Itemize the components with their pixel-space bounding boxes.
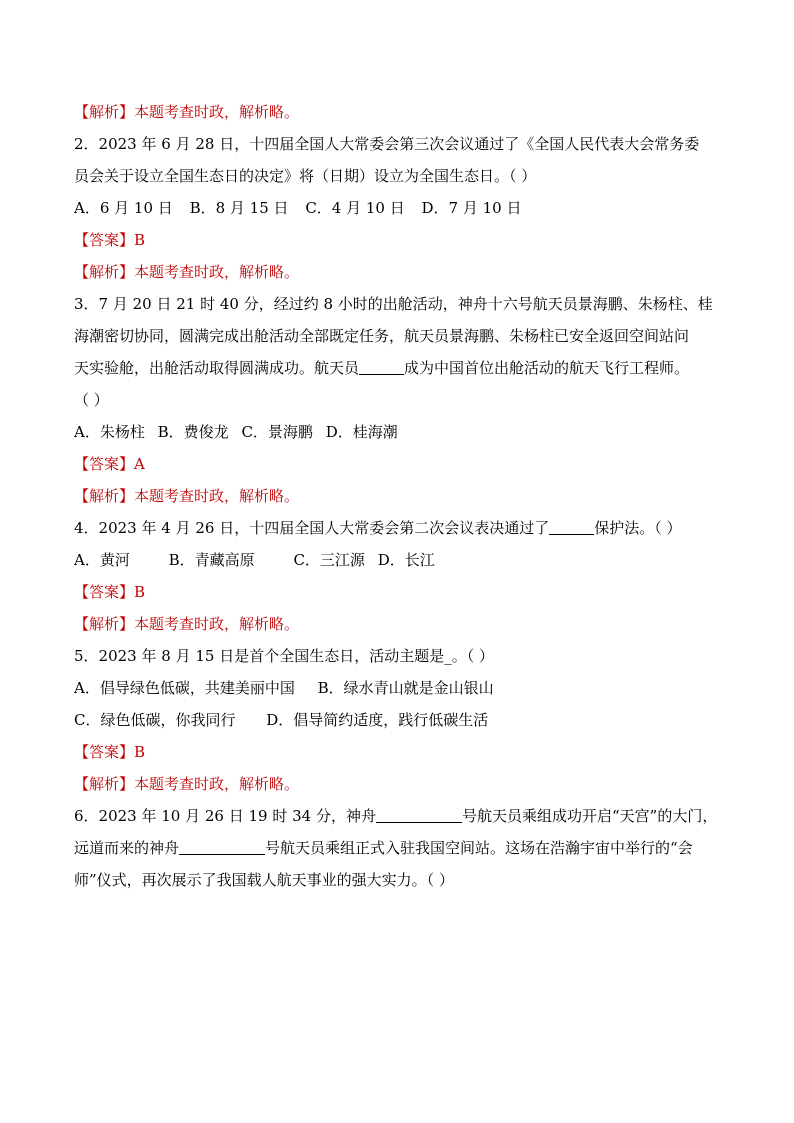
answer-value: B [134,743,146,761]
q6-stem-line-3: 师”仪式，再次展示了我国载人航天事业的强大实力。（ ） [74,871,454,889]
analysis-text: 本题考查时政，解析略。 [134,263,300,281]
analysis-label: 【解析】 [74,263,135,281]
question-list [74,96,734,896]
q4-options [74,544,734,576]
q3-stem-line-3 [74,352,734,384]
q3-options [74,416,734,448]
answer-label: 【答案】 [74,231,135,249]
q4-option-a: A．黄河 [74,551,130,569]
q3-option-d: D．桂海潮 [325,423,398,441]
q6-stem-before-blank-1: 6．2023 年 10 月 26 日 19 时 34 分，神舟 [74,807,376,825]
analysis-text: 本题考查时政，解析略。 [134,775,300,793]
q4-stem-after-blank: 保护法。（ ） [594,519,682,537]
q5-options-row-1 [74,672,734,704]
q2-analysis [74,256,734,288]
q3-blank [359,359,404,375]
q5-option-d: D．倡导简约适度，践行低碳生活 [266,711,489,729]
q3-analysis [74,480,734,512]
analysis-label: 【解析】 [74,487,135,505]
q2-answer [74,224,734,256]
answer-label: 【答案】 [74,455,135,473]
analysis-label: 【解析】 [74,775,135,793]
q6-stem-line-2 [74,832,734,864]
q2-option-d: D．7 月 10 日 [421,199,522,217]
q3-stem-line-2: 海潮密切协同，圆满完成出舱活动全部既定任务，航天员景海鹏、朱杨柱已安全返回空间站问 [74,327,690,345]
q2-option-c: C．4 月 10 日 [305,199,405,217]
q3-option-c: C．景海鹏 [241,423,313,441]
q4-stem-before-blank: 4．2023 年 4 月 26 日，十四届全国人大常委会第二次会议表决通过了 [74,519,550,537]
answer-value: B [134,231,146,249]
q3-answer [74,448,734,480]
q2-options [74,192,734,224]
q6-stem-after-blank-1: 号航天员乘组成功开启“天宫”的大门， [461,807,718,825]
q6-blank-1 [376,807,462,823]
q3-option-a: A．朱杨柱 [74,423,145,441]
q5-stem-line-1: 5．2023 年 8 月 15 日是首个全国生态日，活动主题是_。（ ） [74,647,494,665]
q2-option-b: B．8 月 15 日 [189,199,289,217]
q2-stem-line-1: 2．2023 年 6 月 28 日，十四届全国人大常委会第三次会议通过了《全国人民代表大会常务委 [74,135,700,153]
q5-options-row-2 [74,704,734,736]
q3-stem-after-blank: 成为中国首位出舱活动的航天飞行工程师。 [404,359,690,377]
q2-option-a: A．6 月 10 日 [74,199,173,217]
q6-stem-before-blank-2: 远道而来的神舟 [74,839,180,857]
q6-blank-2 [179,839,265,855]
q4-analysis [74,608,734,640]
q4-option-c: C．三江源 [293,551,365,569]
q5-answer [74,736,734,768]
q5-option-a: A．倡导绿色低碳，共建美丽中国 [74,679,295,697]
q5-option-b: B．绿水青山就是金山银山 [317,679,494,697]
analysis-text: 本题考查时政，解析略。 [134,103,300,121]
q4-answer [74,576,734,608]
answer-label: 【答案】 [74,743,135,761]
q6-stem-line-1 [74,800,734,832]
analysis-label: 【解析】 [74,615,135,633]
analysis-text: 本题考查时政，解析略。 [134,615,300,633]
analysis-label: 【解析】 [74,103,135,121]
answer-value: A [134,455,145,473]
q1-analysis [74,96,734,128]
answer-value: B [134,583,146,601]
q5-option-c: C．绿色低碳，你我同行 [74,711,236,729]
q3-stem-line-4: （ ） [74,391,109,409]
q6-stem-after-blank-2: 号航天员乘组正式入驻我国空间站。这场在浩瀚宇宙中举行的“会 [265,839,693,857]
analysis-text: 本题考查时政，解析略。 [134,487,300,505]
q3-option-b: B．费俊龙 [157,423,229,441]
q4-option-d: D．长江 [377,551,435,569]
q4-option-b: B．青藏高原 [168,551,255,569]
q3-stem-before-blank: 天实验舱，出舱活动取得圆满成功。航天员 [74,359,360,377]
q2-stem-line-2: 员会关于设立全国生态日的决定》将（日期）设立为全国生态日。（ ） [74,167,537,185]
q3-stem-line-1: 3．7 月 20 日 21 时 40 分，经过约 8 小时的出舱活动，神舟十六号航天员景海鹏、朱杨柱、桂 [74,295,713,313]
q5-analysis [74,768,734,800]
answer-label: 【答案】 [74,583,135,601]
q4-blank [549,519,594,535]
q4-stem-line-1 [74,512,734,544]
